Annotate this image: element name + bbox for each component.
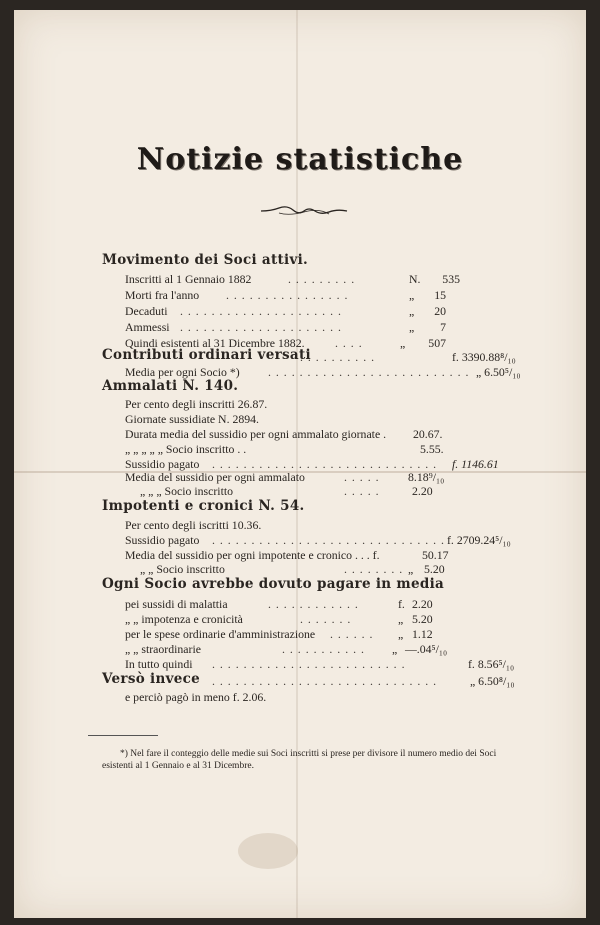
row-label: e perciò pagò in meno f. 2.06. <box>125 690 267 704</box>
row-value: 15 <box>434 288 446 302</box>
row-leader: . . . . . . . . . . . <box>282 642 365 656</box>
row-label: Sussidio pagato <box>125 533 200 547</box>
row-label: „ „ „ Socio inscritto <box>140 484 234 498</box>
footnote-line-1: *) Nel fare il conteggio delle medie sui Soci inscritti si prese per divisore il numero medio dei Soci <box>120 749 497 759</box>
row-value: 8.18⁹/₁₀ <box>408 470 445 484</box>
row-value: 2.20 <box>412 484 433 498</box>
row-leader: . . . . . . . . . <box>288 272 356 286</box>
row-leader: . . . . . . . . . . . . . . . . . . . . . . . . . <box>212 657 406 671</box>
page-title: Notizie statistiche <box>136 142 464 177</box>
row-symbol: „ <box>409 304 415 318</box>
row-value: f. 2709.24⁵/₁₀ <box>447 533 511 547</box>
row-label: Ammessi <box>125 320 170 334</box>
heading-value: „ 6.50⁸/₁₀ <box>470 674 515 688</box>
row-label: „ „ Socio inscritto <box>140 562 225 576</box>
section-heading-contributi: Contributi ordinari versati <box>102 347 311 363</box>
row-label: „ „ straordinarie <box>125 642 201 656</box>
row-value: 507 <box>428 336 446 350</box>
row-leader: . . . . <box>335 336 363 350</box>
row-value: 7 <box>440 320 446 334</box>
row-symbol: „ <box>398 627 404 641</box>
row-leader: . . . . . . . <box>300 612 352 626</box>
row-leader: . . . . . . . . . . . . . . . . <box>226 288 349 302</box>
row-value: 1.12 <box>412 627 433 641</box>
row-value: f. 1146.61 <box>452 457 499 471</box>
row-value: —.04⁵/₁₀ <box>405 642 448 656</box>
row-leader: . . . . . . . . . . . . . . . . . . . . . . . . . . . . . . <box>212 533 446 547</box>
row-label: Media per ogni Socio *) <box>125 365 240 379</box>
section-heading-ammalati: Ammalati N. 140. <box>102 378 239 394</box>
row-symbol: „ <box>398 612 404 626</box>
row-leader: . . . . . . . . <box>344 562 404 576</box>
row-value: 50.17 <box>422 548 449 562</box>
row-label: per le spese ordinarie d'amministrazione <box>125 627 316 641</box>
row-symbol: „ <box>392 642 398 656</box>
row-label: Durata media del sussidio per ogni ammalato giornate . <box>125 427 387 441</box>
heading-leader: . . . . . . . . . . . . . . . . . . . . . . . . . . . . . <box>212 674 438 688</box>
row-leader: . . . . . . . . . . . . . . . . . . . . . <box>180 304 342 318</box>
row-label: Media del sussidio per ogni ammalato <box>125 470 305 484</box>
section-heading-impotenti: Impotenti e cronici N. 54. <box>102 498 305 514</box>
row-symbol: N. <box>409 272 421 286</box>
row-value: 2.20 <box>412 597 433 611</box>
row-label: Inscritti al 1 Gennaio 1882 <box>125 272 252 286</box>
row-label: Media del sussidio per ogni impotente e cronico . . . f. <box>125 548 380 562</box>
row-symbol: „ <box>408 562 414 576</box>
row-leader: . . . . . . . . . . . . <box>268 597 359 611</box>
row-symbol: „ <box>409 288 415 302</box>
footnote-line-2: esistenti al 1 Gennaio e al 31 Dicembre. <box>102 761 254 771</box>
row-label: Per cento degli inscritti 26.87. <box>125 397 268 411</box>
footnote-rule <box>88 735 158 736</box>
row-label: „ „ impotenza e cronicità <box>125 612 243 626</box>
heading-value: f. 3390.88⁸/₁₀ <box>452 350 516 364</box>
row-value: 5.20 <box>424 562 445 576</box>
row-label: Quindi esistenti al 31 Dicembre 1882. <box>125 336 305 350</box>
ornament-divider-icon <box>259 204 349 218</box>
row-value: 20.67. <box>413 427 443 441</box>
row-value: 5.20 <box>412 612 433 626</box>
row-value: f. 8.56⁵/₁₀ <box>468 657 515 671</box>
row-leader: . . . . . . . . . . . . . . . . . . . . . . . . . . . . . <box>212 457 438 471</box>
row-label: „ „ „ „ „ Socio inscritto . . <box>125 442 247 456</box>
paper-stain <box>238 833 298 869</box>
row-label: pei sussidi di malattia <box>125 597 228 611</box>
row-leader: . . . . . . . . . . . . . . . . . . . . . . . . . . <box>268 365 470 379</box>
row-leader: . . . . . <box>344 484 380 498</box>
row-label: In tutto quindi <box>125 657 193 671</box>
row-label: Giornate sussidiate N. 2894. <box>125 412 260 426</box>
row-label: Sussidio pagato <box>125 457 200 471</box>
row-leader: . . . . . <box>344 470 380 484</box>
row-leader: . . . . . . . . . . . . . . . . . . . . . <box>180 320 342 334</box>
row-symbol: f. <box>398 597 405 611</box>
row-value: „ 6.50⁵/₁₀ <box>476 365 521 379</box>
section-heading-media: Ogni Socio avrebbe dovuto pagare in media <box>102 576 445 592</box>
row-label: Per cento degli iscritti 10.36. <box>125 518 262 532</box>
row-symbol: „ <box>409 320 415 334</box>
row-label: Decaduti <box>125 304 168 318</box>
section-heading-movimento: Movimento dei Soci attivi. <box>102 252 309 268</box>
section-heading-verso: Versò invece <box>102 671 201 687</box>
row-label: Morti fra l'anno <box>125 288 200 302</box>
row-value: 535 <box>442 272 460 286</box>
row-value: 20 <box>434 304 446 318</box>
row-leader: . . . . . . <box>330 627 374 641</box>
row-value: 5.55. <box>420 442 444 456</box>
row-symbol: „ <box>400 336 406 350</box>
heading-leader: . . . . . . . . . . <box>300 350 376 364</box>
